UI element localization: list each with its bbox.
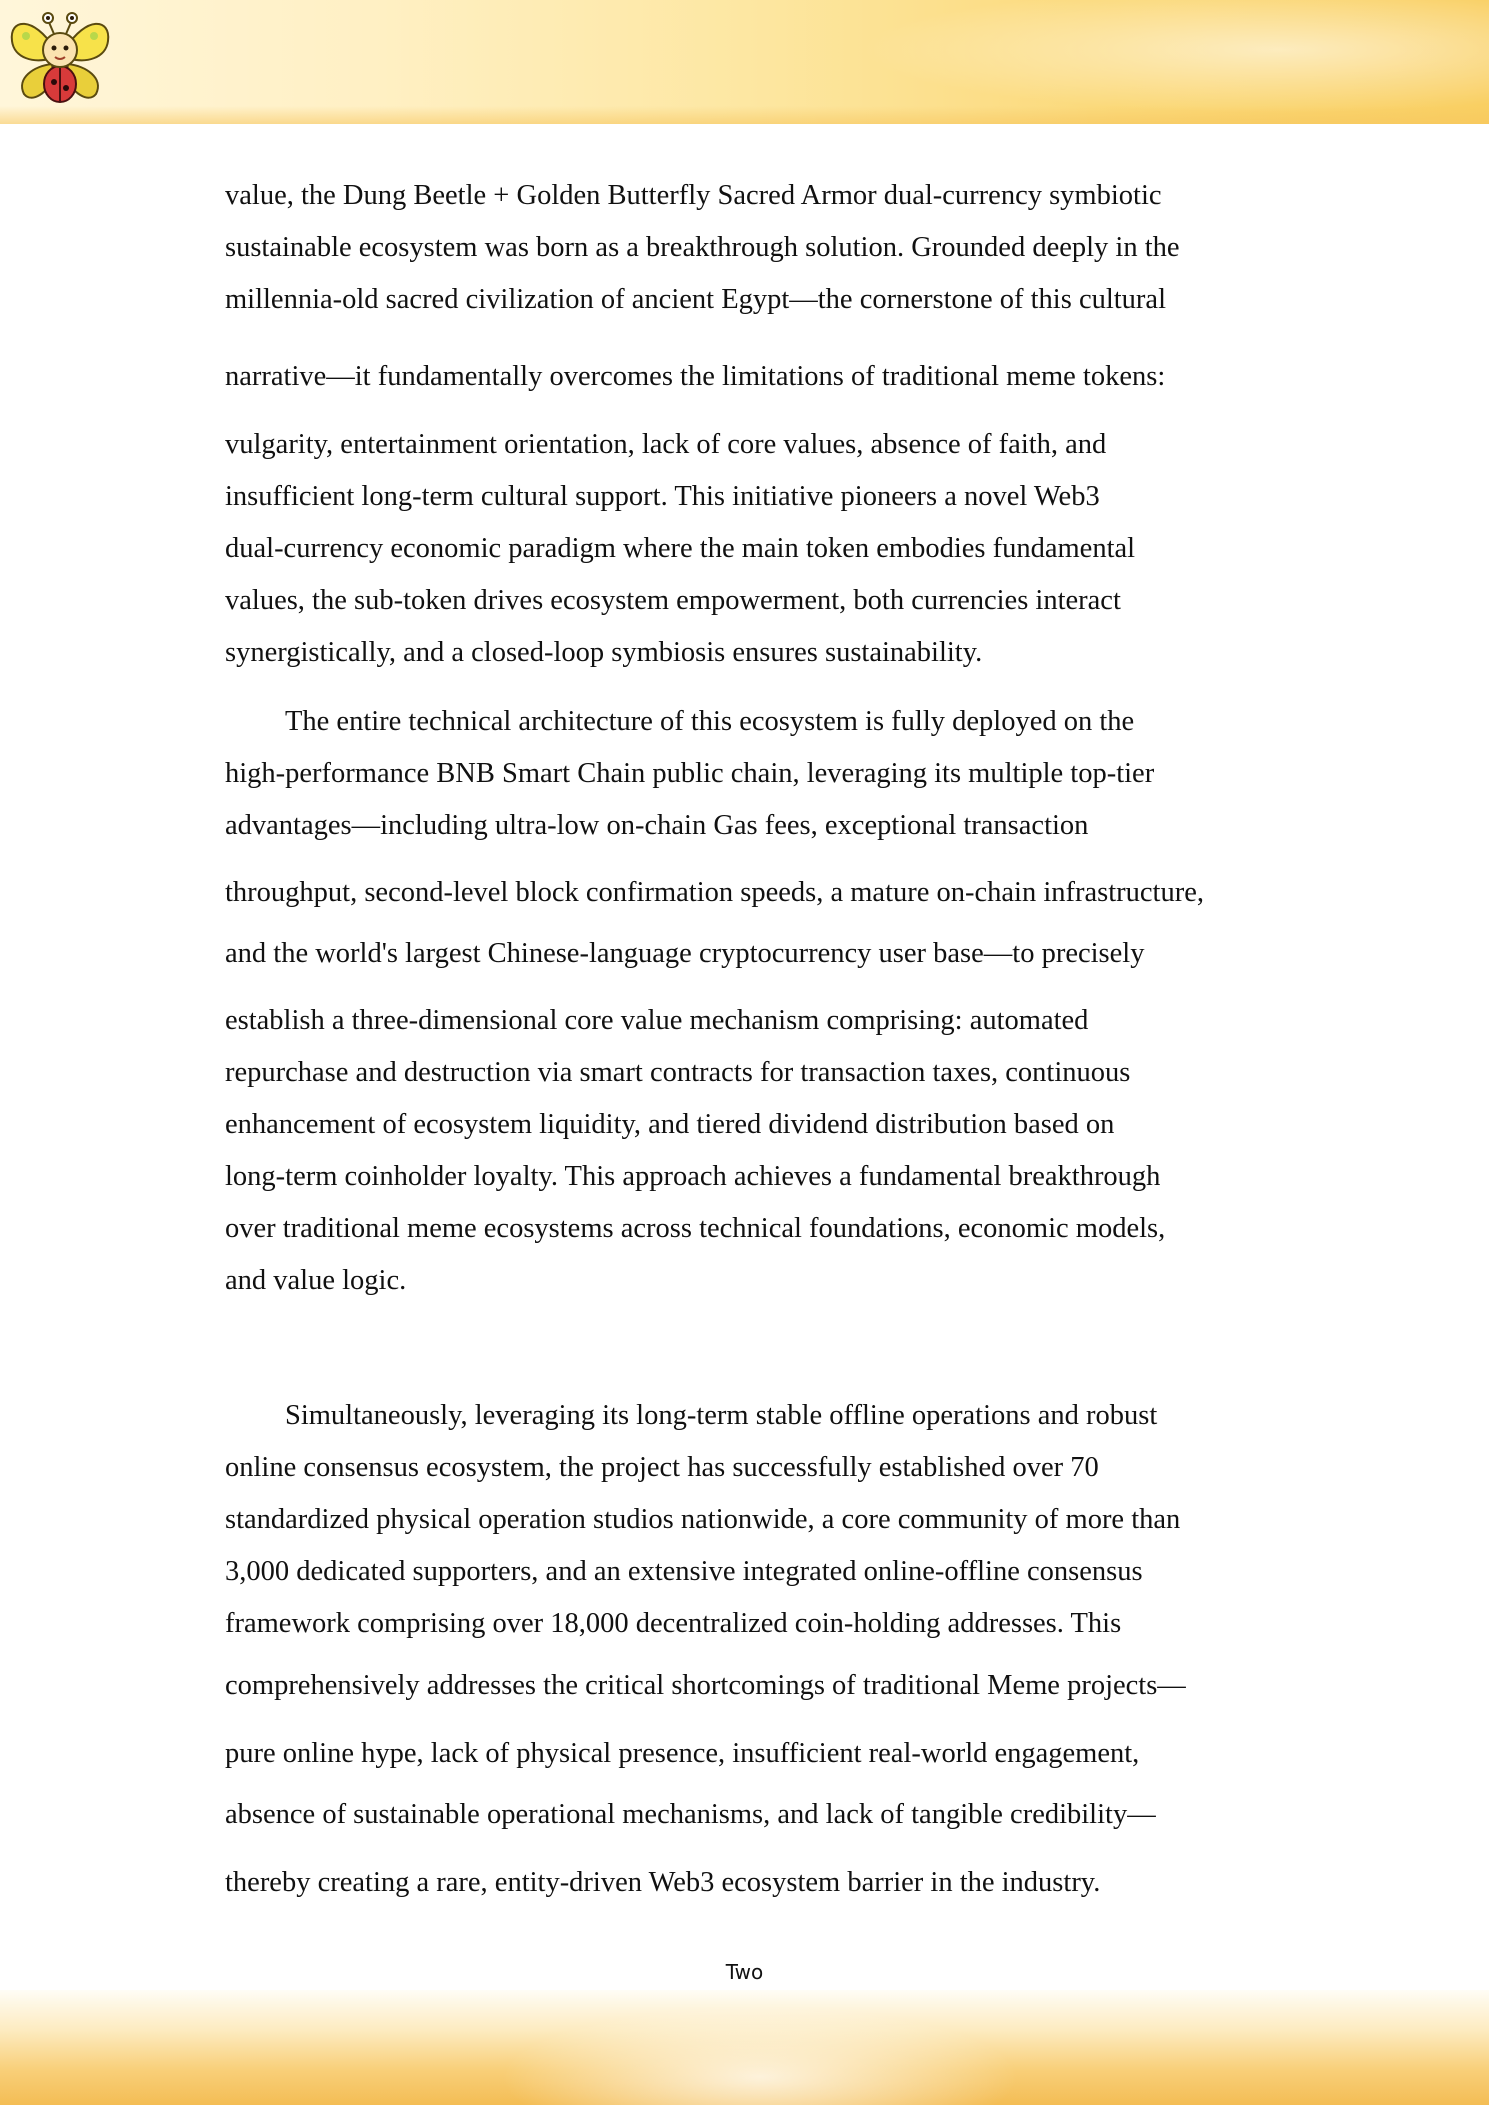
- text-line: values, the sub-token drives ecosystem empowerment, both currencies interact: [225, 585, 1121, 616]
- footer-banner: [0, 1990, 1489, 2105]
- text-line: enhancement of ecosystem liquidity, and tiered dividend distribution based on: [225, 1109, 1115, 1140]
- text-line: sustainable ecosystem was born as a breakthrough solution. Grounded deeply in the: [225, 232, 1180, 263]
- text-line: long-term coinholder loyalty. This approach achieves a fundamental breakthrough: [225, 1161, 1161, 1192]
- text-line: and the world's largest Chinese-language cryptocurrency user base—to precisely: [225, 938, 1145, 969]
- text-line: pure online hype, lack of physical presence, insufficient real-world engagement,: [225, 1738, 1140, 1769]
- header-banner: [0, 0, 1489, 124]
- text-line: and value logic.: [225, 1265, 407, 1296]
- text-line: 3,000 dedicated supporters, and an extensive integrated online-offline consensus: [225, 1556, 1143, 1587]
- text-line: Simultaneously, leveraging its long-term stable offline operations and robust: [285, 1400, 1158, 1431]
- text-line: over traditional meme ecosystems across technical foundations, economic models,: [225, 1213, 1166, 1244]
- text-line: narrative—it fundamentally overcomes the limitations of traditional meme tokens:: [225, 361, 1166, 392]
- text-line: high-performance BNB Smart Chain public chain, leveraging its multiple top-tier: [225, 758, 1155, 789]
- document-body: [225, 170, 1265, 1909]
- text-line: absence of sustainable operational mechanisms, and lack of tangible credibility—: [225, 1799, 1156, 1830]
- text-line: vulgarity, entertainment orientation, lack of core values, absence of faith, and: [225, 429, 1107, 460]
- text-line: value, the Dung Beetle + Golden Butterfly Sacred Armor dual-currency symbiotic: [225, 180, 1162, 211]
- text-line: establish a three-dimensional core value mechanism comprising: automated: [225, 1005, 1089, 1036]
- paragraph-1: [225, 170, 1265, 696]
- text-line: advantages—including ultra-low on-chain Gas fees, exceptional transaction: [225, 810, 1089, 841]
- text-line: comprehensively addresses the critical shortcomings of traditional Meme projects—: [225, 1670, 1186, 1701]
- butterfly-mascot-icon: [4, 6, 116, 110]
- text-line: millennia-old sacred civilization of ancient Egypt—the cornerstone of this cultural: [225, 284, 1166, 315]
- text-line: The entire technical architecture of this ecosystem is fully deployed on the: [285, 706, 1135, 737]
- text-line: dual-currency economic paradigm where the main token embodies fundamental: [225, 533, 1136, 564]
- text-line: synergistically, and a closed-loop symbiosis ensures sustainability.: [225, 637, 983, 668]
- text-line: thereby creating a rare, entity-driven Web3 ecosystem barrier in the industry.: [225, 1867, 1101, 1898]
- paragraph-2: [225, 696, 1265, 1390]
- text-line: online consensus ecosystem, the project has successfully established over 70: [225, 1452, 1099, 1483]
- text-line: framework comprising over 18,000 decentralized coin-holding addresses. This: [225, 1608, 1122, 1639]
- header-glow: [789, 0, 1489, 124]
- text-line: throughput, second-level block confirmation speeds, a mature on-chain infrastructure,: [225, 877, 1204, 908]
- paragraph-3: [225, 1390, 1265, 1909]
- text-line: insufficient long-term cultural support. This initiative pioneers a novel Web3: [225, 481, 1100, 512]
- footer-sun-glow: [480, 2000, 1040, 2105]
- page-number: Two: [725, 1960, 764, 1984]
- text-line: standardized physical operation studios nationwide, a core community of more than: [225, 1504, 1181, 1535]
- text-line: repurchase and destruction via smart contracts for transaction taxes, continuous: [225, 1057, 1131, 1088]
